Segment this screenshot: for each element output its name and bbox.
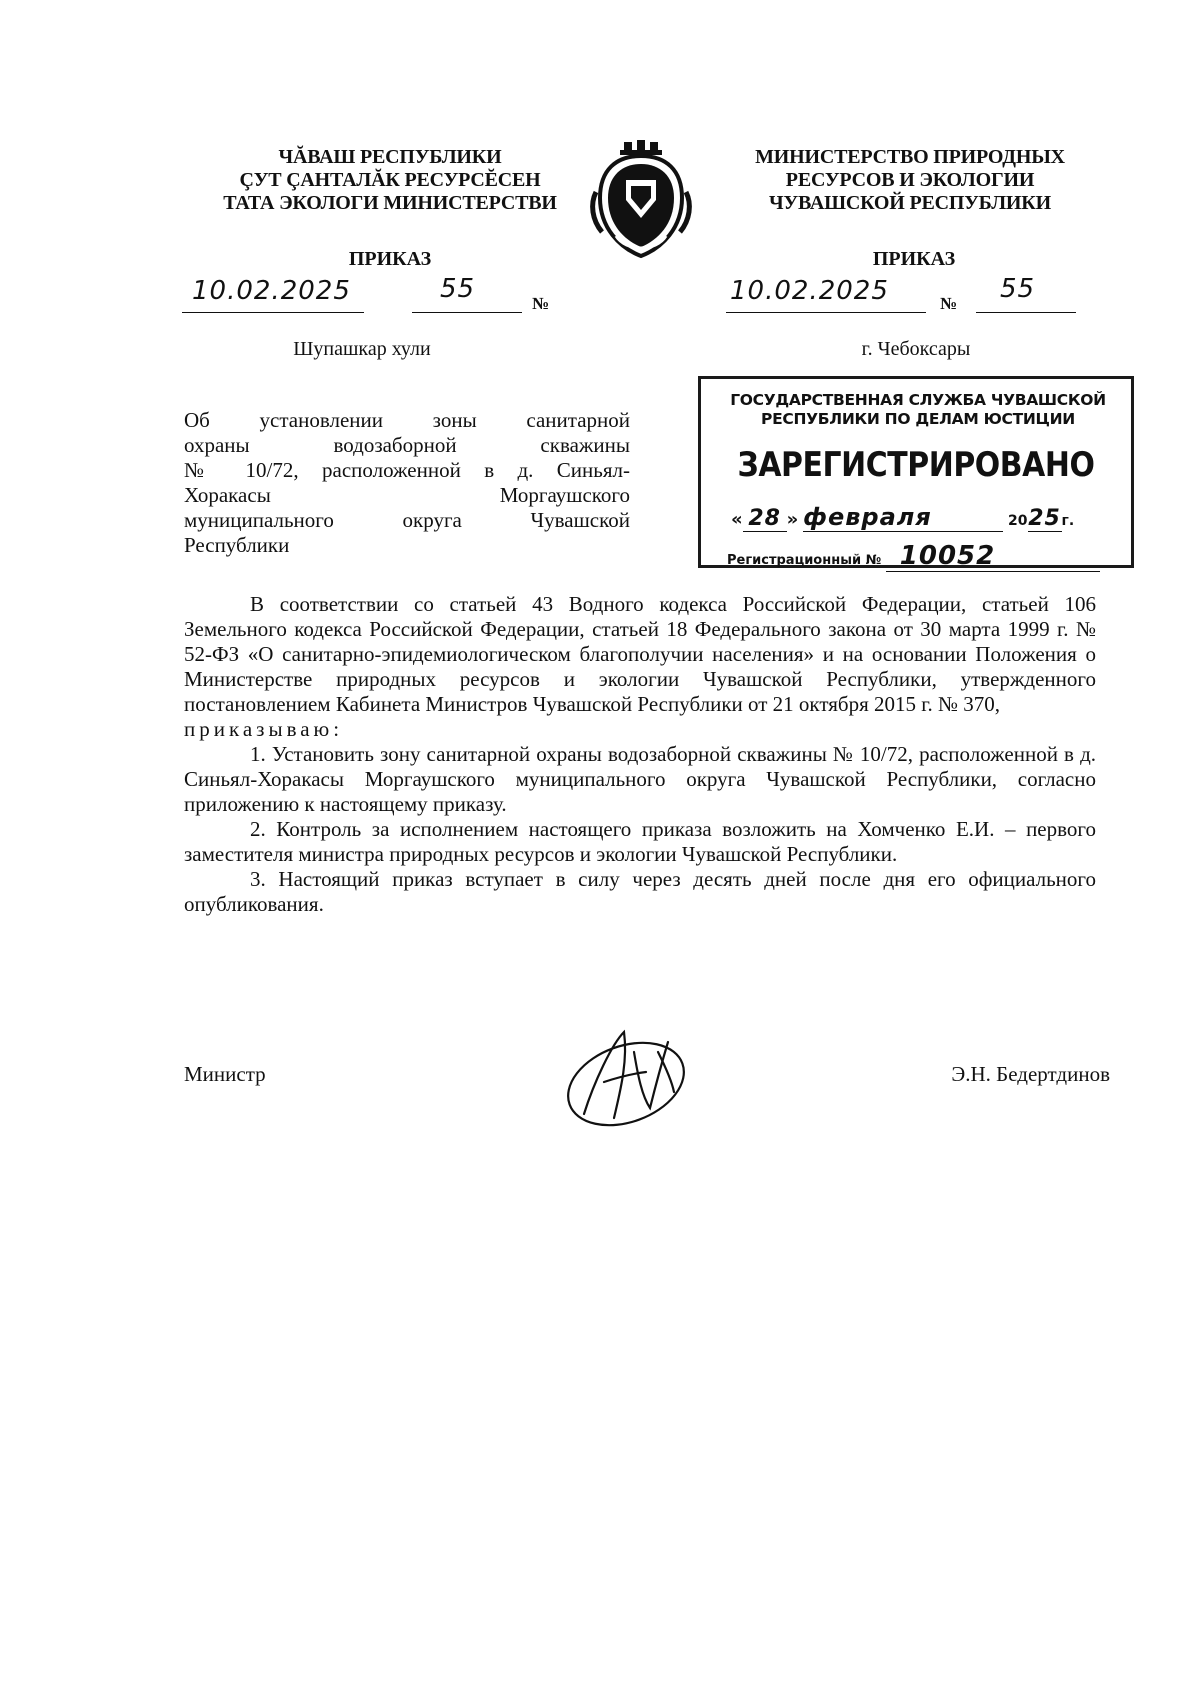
stamp-org xyxy=(711,391,1125,429)
coat-of-arms-icon xyxy=(586,140,696,260)
header-right-line3: ЧУВАШСКОЙ РЕСПУБЛИКИ xyxy=(769,192,1051,214)
subject-line: Хоракасы Моргаушского xyxy=(184,483,630,507)
handwritten-signature xyxy=(554,1022,704,1132)
order-item-1: 1. Установить зону санитарной охраны водозаборной скважины № 10/72, расположенной в д. Синьял-Хоракасы Моргаушского муниципального округа Чувашской Республики, согласно приложению к настоящему приказу. xyxy=(184,742,1096,816)
stamp-day: 28 xyxy=(743,506,787,532)
header-left xyxy=(200,146,580,215)
stamp-regno-value: 10052 xyxy=(886,541,1100,572)
header-right xyxy=(720,146,1100,215)
date-right-line xyxy=(726,312,926,313)
doc-type-right: ПРИКАЗ xyxy=(872,248,956,270)
header-right-line2: РЕСУРСОВ И ЭКОЛОГИИ xyxy=(785,169,1035,191)
subject-line: Об установлении зоны санитарной xyxy=(184,408,630,432)
stamp-year-suffix: г. xyxy=(1061,513,1075,529)
stamp-month: февраля xyxy=(803,503,1003,532)
number-sign-right: № xyxy=(940,294,958,313)
stamp-org-line2: РЕСПУБЛИКИ ПО ДЕЛАМ ЮСТИЦИИ xyxy=(761,410,1075,428)
registration-stamp xyxy=(698,376,1134,571)
stamp-year-prefix: 20 xyxy=(1008,513,1028,529)
number-right-line xyxy=(976,312,1076,313)
stamp-status: ЗАРЕГИСТРИРОВАНО xyxy=(737,445,1095,485)
preamble-paragraph: В соответствии со статьей 43 Водного кодекса Российской Федерации, статьей 106 Земельного кодекса Российской Федерации, статьей 18 Федерального закона от 30 марта 1999 г. № 52-ФЗ «О санитарно-эпидемиологическом благополучии населения» и на основании Положения о Министерстве природных ресурсов и экологии Чувашской Республики, утвержденного постановлением Кабинета Министров Чувашской Республики от 21 октября 2015 г. № 370, xyxy=(184,592,1096,716)
stamp-org-line1: ГОСУДАРСТВЕННАЯ СЛУЖБА ЧУВАШСКОЙ xyxy=(730,391,1106,409)
signer-name: Э.Н. Бедертдинов xyxy=(951,1062,1110,1086)
doc-type-left: ПРИКАЗ xyxy=(348,248,432,270)
orders-word: приказываю: xyxy=(184,717,344,741)
city-right: г. Чебоксары xyxy=(861,338,971,360)
number-sign-left: № xyxy=(532,294,550,313)
city-left: Шупашкар хули xyxy=(293,338,431,360)
signer-title: Министр xyxy=(184,1062,266,1086)
stamp-year: 25 xyxy=(1028,506,1061,531)
subject-line: муниципального округа Чувашской xyxy=(184,508,630,532)
number-left-handwritten: 55 xyxy=(440,274,476,304)
stamp-regno-label: Регистрационный № xyxy=(727,553,882,568)
date-left-handwritten: 10.02.2025 xyxy=(192,276,351,306)
order-subject xyxy=(184,408,630,558)
header-left-line2: ÇУТ ÇАНТАЛĂК РЕСУРСĔСЕН xyxy=(239,169,541,191)
order-item-2: 2. Контроль за исполнением настоящего приказа возложить на Хомченко Е.И. – первого заместителя министра природных ресурсов и экологии Чувашской Республики. xyxy=(184,817,1096,866)
stamp-regno xyxy=(727,541,1100,572)
stamp-date: « 28 » февраля 2025г. xyxy=(731,503,1075,531)
subject-line: охраны водозаборной скважины xyxy=(184,433,630,457)
order-item-3: 3. Настоящий приказ вступает в силу через десять дней после дня его официального опубликования. xyxy=(184,867,1096,916)
number-right-handwritten: 55 xyxy=(1000,274,1036,304)
date-right-handwritten: 10.02.2025 xyxy=(730,276,889,306)
date-left-line xyxy=(182,312,364,313)
subject-line: № 10/72, расположенной в д. Синьял- xyxy=(184,458,630,482)
subject-line: Республики xyxy=(184,533,290,557)
header-left-line1: ЧĂВАШ РЕСПУБЛИКИ xyxy=(278,146,502,168)
order-body xyxy=(184,592,1096,917)
header-left-line3: ТАТА ЭКОЛОГИ МИНИСТЕРСТВИ xyxy=(223,192,557,214)
header-right-line1: МИНИСТЕРСТВО ПРИРОДНЫХ xyxy=(755,146,1065,168)
number-left-line xyxy=(412,312,522,313)
